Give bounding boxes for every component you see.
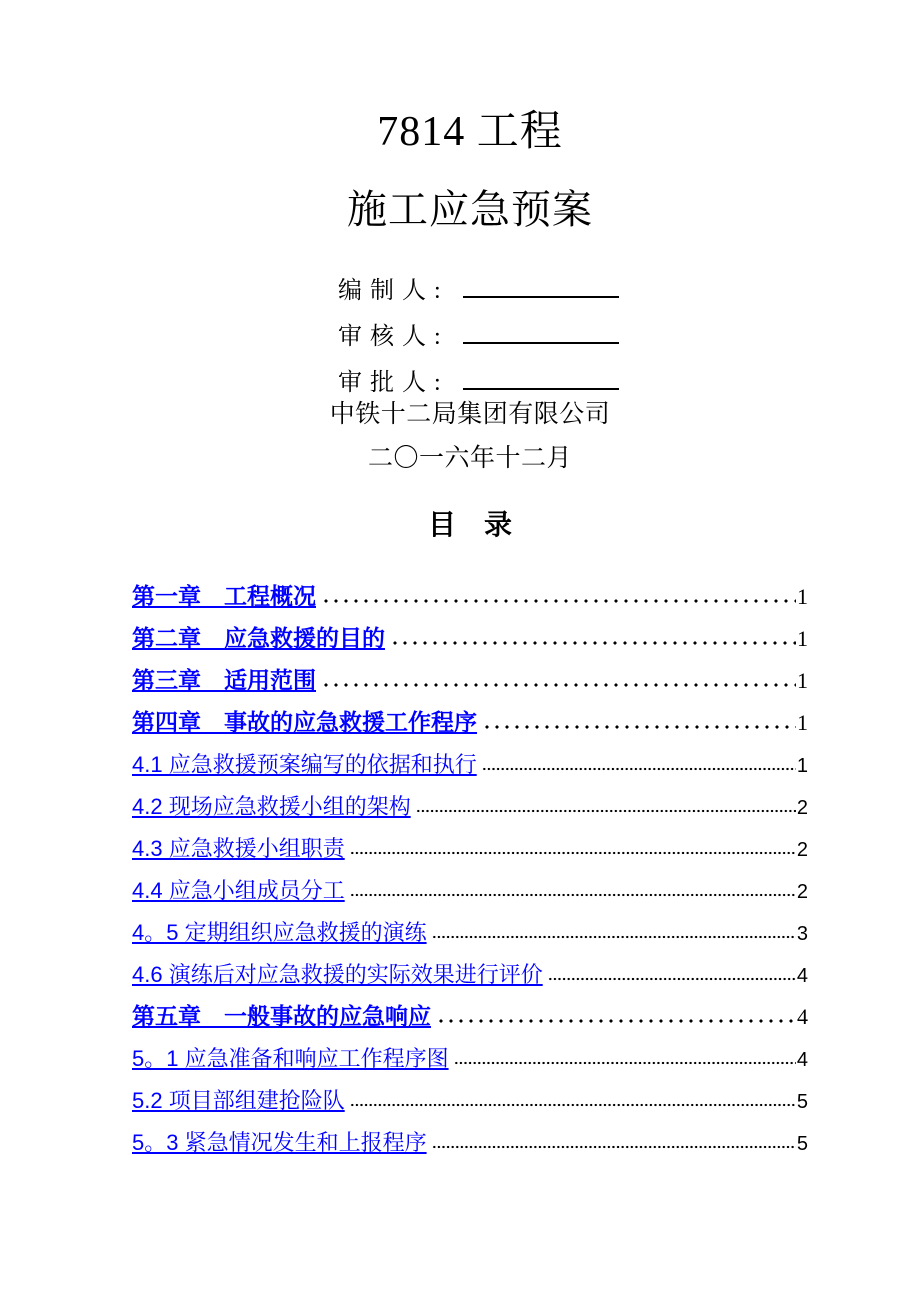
dot-leader bbox=[548, 952, 796, 982]
dot-leader bbox=[416, 784, 796, 814]
toc-page-number: 4 bbox=[797, 1004, 808, 1029]
toc-page-number: 1 bbox=[797, 710, 808, 735]
signer-row-compiler bbox=[338, 266, 619, 306]
dot-leader bbox=[432, 1120, 796, 1150]
toc-page-number: 2 bbox=[796, 797, 808, 819]
toc-list bbox=[132, 574, 808, 1162]
dot-leader bbox=[321, 574, 796, 604]
toc-page-number: 1 bbox=[797, 584, 808, 609]
toc-entry bbox=[132, 1120, 808, 1162]
toc-entry bbox=[132, 742, 808, 784]
signer-row-approver bbox=[338, 358, 619, 398]
toc-page-number: 2 bbox=[796, 881, 808, 903]
toc-page-number: 1 bbox=[797, 668, 808, 693]
toc-page-number: 1 bbox=[797, 626, 808, 651]
dot-leader bbox=[390, 616, 796, 646]
compiler-signature-line bbox=[463, 266, 619, 298]
toc-link[interactable]: 第二章 应急救援的目的 bbox=[132, 626, 385, 651]
compiler-label: 编制人: bbox=[338, 278, 449, 304]
dot-leader bbox=[432, 910, 796, 940]
toc-entry bbox=[132, 826, 808, 868]
toc-link[interactable]: 4.1 应急救援预案编写的依据和执行 bbox=[132, 752, 477, 777]
dot-leader bbox=[350, 826, 796, 856]
dot-leader bbox=[436, 994, 796, 1024]
toc-link[interactable]: 第三章 适用范围 bbox=[132, 668, 316, 693]
toc-link[interactable]: 第五章 一般事故的应急响应 bbox=[132, 1004, 431, 1029]
toc-entry bbox=[132, 784, 808, 826]
doc-title-line1: 7814 工程 bbox=[377, 109, 563, 155]
toc-link[interactable]: 4.6 演练后对应急救援的实际效果进行评价 bbox=[132, 962, 543, 987]
toc-entry bbox=[132, 574, 808, 616]
toc-entry bbox=[132, 1078, 808, 1120]
toc-entry bbox=[132, 700, 808, 742]
dot-leader bbox=[482, 700, 796, 730]
reviewer-signature-line bbox=[463, 312, 619, 344]
toc-page-number: 5 bbox=[796, 1133, 808, 1155]
toc-entry bbox=[132, 952, 808, 994]
toc-entry bbox=[132, 1036, 808, 1078]
toc-link[interactable]: 4.2 现场应急救援小组的架构 bbox=[132, 794, 411, 819]
toc-link[interactable]: 4.4 应急小组成员分工 bbox=[132, 878, 345, 903]
dot-leader bbox=[321, 658, 796, 688]
toc-link[interactable]: 4.3 应急救援小组职责 bbox=[132, 836, 345, 861]
toc-page-number: 1 bbox=[796, 755, 808, 777]
dot-leader bbox=[350, 868, 796, 898]
toc-link[interactable]: 第四章 事故的应急救援工作程序 bbox=[132, 710, 477, 735]
toc-link[interactable]: 5。1 应急准备和响应工作程序图 bbox=[132, 1046, 449, 1071]
toc-page-number: 4 bbox=[796, 965, 808, 987]
toc-link[interactable]: 5.2 项目部组建抢险队 bbox=[132, 1088, 345, 1113]
dot-leader bbox=[350, 1078, 796, 1108]
doc-date: 二〇一六年十二月 bbox=[367, 445, 572, 472]
toc-page-number: 3 bbox=[796, 923, 808, 945]
toc-entry bbox=[132, 616, 808, 658]
toc-heading: 目 录 bbox=[427, 510, 512, 541]
toc-entry bbox=[132, 994, 808, 1036]
toc-entry bbox=[132, 658, 808, 700]
toc-page-number: 5 bbox=[796, 1091, 808, 1113]
toc-page-number: 2 bbox=[796, 839, 808, 861]
toc-link[interactable]: 第一章 工程概况 bbox=[132, 584, 316, 609]
reviewer-label: 审核人: bbox=[338, 324, 449, 350]
dot-leader bbox=[454, 1036, 796, 1066]
approver-label: 审批人: bbox=[338, 370, 449, 396]
toc-link[interactable]: 4。5 定期组织应急救援的演练 bbox=[132, 920, 427, 945]
dot-leader bbox=[482, 742, 796, 772]
company-name: 中铁十二局集团有限公司 bbox=[329, 401, 611, 428]
approver-signature-line bbox=[463, 358, 619, 390]
signature-block bbox=[338, 266, 619, 404]
signer-row-reviewer bbox=[338, 312, 619, 352]
toc-entry bbox=[132, 910, 808, 952]
toc-entry bbox=[132, 868, 808, 910]
toc-page-number: 4 bbox=[796, 1049, 808, 1071]
toc-link[interactable]: 5。3 紧急情况发生和上报程序 bbox=[132, 1130, 427, 1155]
doc-title-line2: 施工应急预案 bbox=[347, 187, 593, 232]
